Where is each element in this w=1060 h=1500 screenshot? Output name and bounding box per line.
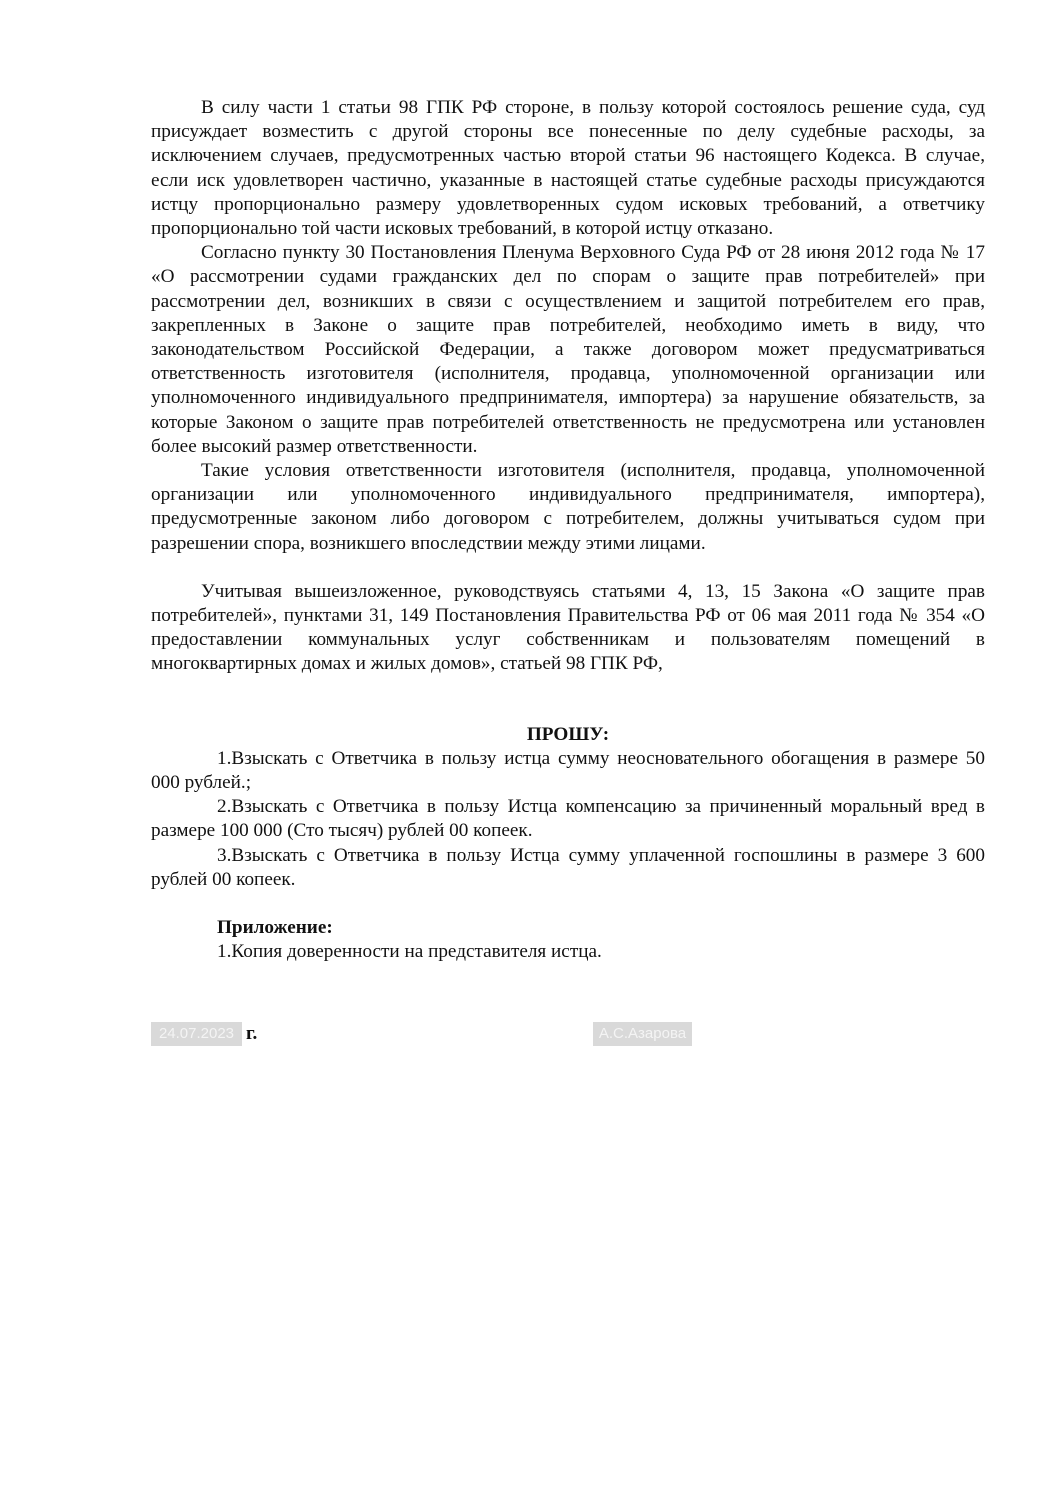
paragraph-plenum-resolution: Согласно пункту 30 Постановления Пленума Верховного Суда РФ от 28 июня 2012 года № 17 «О рассмотрении судами гражданских дел по спорам о защите прав потребителей» при рассмотрении дел, возникших в связи с осуществлением и защитой потребителем его прав, закрепленных в Законе о защите прав потребителей, необходимо иметь в виду, что законодательством Российской Федерации, а также договором может предусматриваться ответственность изготовителя (исполнителя, продавца, уполномоченной организации или уполномоченного индивидуального предпринимателя, импортера) за нарушение обязательств, за которые Законом о защите прав потребителей ответственность не предусмотрена или установлен более высокий размер ответственности. <box>151 242 985 457</box>
paragraph-court-costs: В силу части 1 статьи 98 ГПК РФ стороне, в пользу которой состоялось решение суда, суд присуждает возместить с другой стороны все понесенные по делу судебные расходы, за исключением случаев, предусмотренных частью второй статьи 96 настоящего Кодекса. В случае, если иск удовлетворен частично, указанные в настоящей статье судебные расходы присуждаются истцу пропорционально размеру удовлетворенных судом исковых требований, а ответчику пропорционально той части исковых требований, в которой истцу отказано. <box>151 97 985 240</box>
spacer <box>151 677 985 723</box>
request-item-2: 2.Взыскать с Ответчика в пользу Истца компенсацию за причиненный моральный вред в размере 100 000 (Сто тысяч) рублей 00 копеек. <box>151 796 985 842</box>
request-item-3: 3.Взыскать с Ответчика в пользу Истца сумму уплаченной госпошлины в размере 3 600 рублей 00 копеек. <box>151 844 985 890</box>
redacted-signature: А.С.Азарова <box>593 1022 692 1046</box>
appendix-item-1: 1.Копия доверенности на представителя истца. <box>217 941 602 963</box>
request-heading: ПРОШУ: <box>526 723 610 745</box>
spacer <box>151 892 985 916</box>
year-suffix: г. <box>246 1023 258 1044</box>
spacer <box>151 556 985 580</box>
paragraph-liability-conditions: Такие условия ответственности изготовителя (исполнителя, продавца, уполномоченной организации или уполномоченного индивидуального предпринимателя, импортера), предусмотренные законом либо договором с потребителем, должны учитываться судом при разрешении спора, возникшего впоследствии между этими лицами. <box>151 460 985 554</box>
request-item-1: 1.Взыскать с Ответчика в пользу истца сумму неосновательного обогащения в размере 50 000 рублей.; <box>151 747 985 794</box>
document-page <box>151 96 985 965</box>
appendix-heading: Приложение: <box>217 917 333 939</box>
redacted-date: 24.07.2023 <box>151 1022 242 1046</box>
paragraph-legal-basis: Учитывая вышеизложенное, руководствуясь статьями 4, 13, 15 Закона «О защите прав потребителей», пунктами 31, 149 Постановления Правительства РФ от 06 мая 2011 года № 354 «О предоставлении коммунальных услуг собственникам и пользователям помещений в многоквартирных домах и жилых домов», статьей 98 ГПК РФ, <box>151 580 985 675</box>
